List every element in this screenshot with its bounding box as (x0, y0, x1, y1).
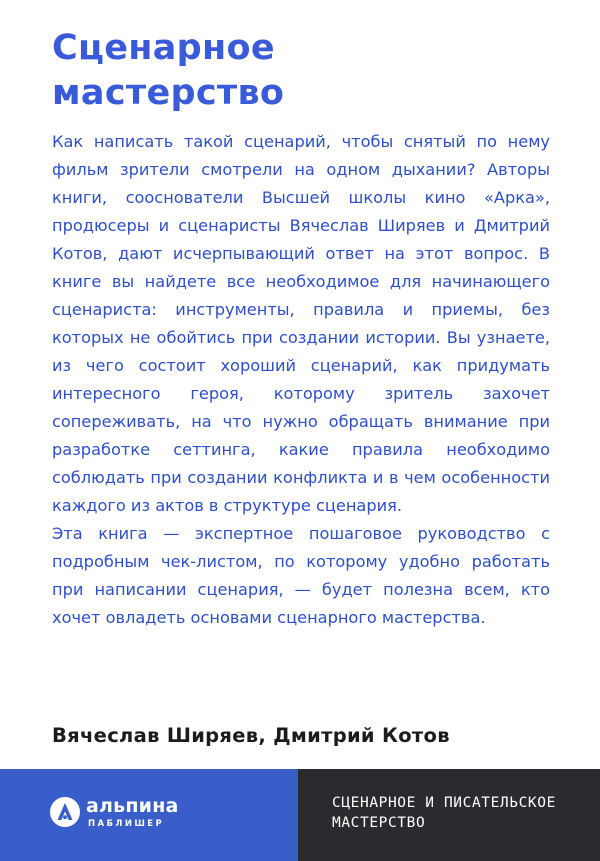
publisher-subtitle: ПАБЛИШЕР (88, 819, 165, 829)
annotation-paragraph-1: Как написать такой сценарий, чтобы снятый по нему фильм зрители смотрели на одном дыхании? Авторы книги, сооснователи Высшей школы кино «Арка», продюсеры и сценаристы Вячеслав Ширяев и Дмитрий Котов, дают исчерпывающий ответ на этот вопрос. В книге вы найдете все необходимое для начинающего сценариста: инструменты, правила и приемы, без которых не обойтись при создании истории. Вы узнаете, из чего состоит хороший сценарий, как придумать интересного героя, которому зритель захочет сопереживать, на что нужно обращать внимание при разработке сеттинга, какие правила необходимо соблюдать при создании конфликта и в чем особенности каждого из актов в структуре сценария. (52, 132, 550, 515)
annotation-paragraph-2: Эта книга — экспертное пошаговое руководство с подробным чек-листом, по которому удобно работать при написании сценария, — будет полезна всем, кто хочет овладеть основами сценарного мастерства. (52, 524, 550, 627)
book-title-line-1: Сценарное (52, 28, 275, 68)
series-band (298, 769, 600, 861)
series-title (332, 793, 592, 833)
series-title-line-2: МАСТЕРСТВО (332, 815, 426, 831)
publisher-band (0, 769, 298, 861)
book-authors: Вячеслав Ширяев, Дмитрий Котов (52, 724, 450, 747)
book-annotation (52, 128, 550, 632)
book-title (52, 26, 552, 116)
book-title-line-2: мастерство (52, 73, 285, 113)
publisher-name: альпина (86, 795, 179, 817)
series-title-line-1: СЦЕНАРНОЕ И ПИСАТЕЛЬСКОЕ (332, 795, 556, 811)
cover-footer (0, 769, 600, 861)
alpina-a-icon (50, 797, 80, 827)
